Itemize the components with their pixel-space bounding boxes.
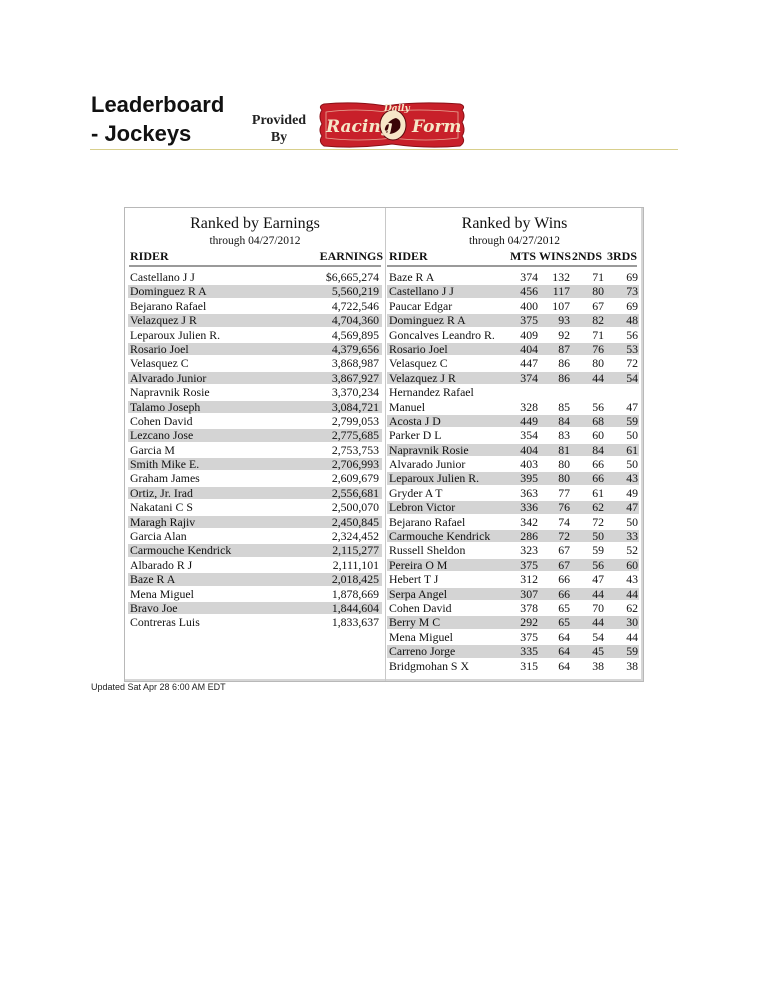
wins-wins: 85	[558, 399, 570, 414]
wins-wins: 66	[558, 586, 570, 601]
earnings-amount: 4,569,895	[331, 327, 379, 342]
wins-row	[386, 328, 643, 342]
wins-3rds: 47	[626, 500, 638, 515]
wins-rider: Parker D L	[389, 428, 442, 443]
wins-rider: Velazquez J R	[389, 370, 456, 385]
wins-rider: Rosario Joel	[389, 341, 448, 356]
earnings-rider: Alvarado Junior	[130, 370, 207, 385]
earnings-panel	[125, 208, 385, 681]
earnings-rider: Nakatani C S	[130, 500, 193, 515]
wins-3rds: 62	[626, 600, 638, 615]
wins-header-row	[386, 248, 643, 264]
wins-2nds: 61	[592, 485, 604, 500]
earnings-amount: 2,609,679	[331, 471, 379, 486]
earnings-rider: Velasquez C	[130, 356, 189, 371]
earnings-amount: $6,665,274	[325, 270, 379, 284]
wins-mts: 378	[520, 600, 538, 615]
wins-2nds: 50	[592, 529, 604, 544]
wins-2nds: 66	[592, 471, 604, 486]
wins-3rds: 53	[626, 341, 638, 356]
earnings-amount: 2,556,681	[331, 485, 379, 500]
wins-2nds: 38	[592, 658, 604, 673]
wins-wins: 66	[558, 572, 570, 587]
earnings-rider: Bravo Joe	[130, 600, 178, 615]
wins-mts: 286	[520, 529, 538, 544]
wins-row	[386, 270, 643, 284]
wins-rider: Velasquez C	[389, 356, 448, 371]
wins-wins: 81	[558, 442, 570, 457]
wins-2nds: 44	[592, 615, 604, 630]
earnings-rider: Maragh Rajiv	[130, 514, 196, 529]
wins-3rds: 43	[626, 471, 638, 486]
earnings-amount: 1,844,604	[331, 600, 379, 615]
earnings-row	[125, 500, 385, 514]
wins-row	[386, 615, 643, 629]
wins-3rds: 50	[626, 428, 638, 443]
earnings-row	[125, 414, 385, 428]
earnings-row	[125, 529, 385, 543]
earnings-rider: Graham James	[130, 471, 200, 486]
earnings-rider: Leparoux Julien R.	[130, 327, 221, 342]
wins-mts: 456	[520, 284, 538, 299]
earnings-rider: Contreras Luis	[130, 615, 200, 630]
wins-mts: 292	[520, 615, 538, 630]
earnings-row	[125, 515, 385, 529]
wins-rider: Baze R A	[389, 270, 435, 284]
page-title-line1: Leaderboard	[91, 92, 225, 117]
earnings-rider: Garcia M	[130, 442, 175, 457]
wins-2nds: 56	[592, 557, 604, 572]
earnings-amount: 2,018,425	[331, 572, 379, 587]
wins-2nds: 67	[592, 298, 604, 313]
wins-wins: 77	[558, 485, 570, 500]
wins-row	[386, 457, 643, 471]
earnings-amount: 3,084,721	[331, 399, 379, 414]
wins-col-2nds: 2NDS	[572, 249, 603, 263]
wins-3rds: 73	[626, 284, 638, 299]
wins-row	[386, 644, 643, 658]
earnings-rows	[125, 270, 385, 630]
earnings-row	[125, 313, 385, 327]
earnings-amount: 4,704,360	[331, 313, 379, 328]
wins-rider: Russell Sheldon	[389, 543, 466, 558]
earnings-row	[125, 443, 385, 457]
wins-rider: Alvarado Junior	[389, 457, 466, 472]
wins-3rds: 60	[626, 557, 638, 572]
earnings-amount: 2,706,993	[331, 457, 379, 472]
earnings-row	[125, 342, 385, 356]
wins-wins: 64	[558, 629, 570, 644]
wins-wins: 72	[558, 529, 570, 544]
wins-rider: Cohen David	[389, 600, 452, 615]
wins-mts: 395	[520, 471, 538, 486]
wins-row	[386, 313, 643, 327]
earnings-amount: 3,868,987	[331, 356, 379, 371]
wins-row	[386, 414, 643, 428]
wins-mts: 449	[520, 413, 538, 428]
wins-wins: 67	[558, 557, 570, 572]
wins-row	[386, 486, 643, 500]
wins-3rds: 49	[626, 485, 638, 500]
earnings-rider: Rosario Joel	[130, 341, 189, 356]
wins-rider: Acosta J D	[389, 413, 441, 428]
wins-row	[386, 284, 643, 298]
earnings-col-rider: RIDER	[130, 249, 169, 263]
earnings-row	[125, 471, 385, 485]
wins-row	[386, 356, 643, 370]
wins-rider: Leparoux Julien R.	[389, 471, 480, 486]
wins-wins: 84	[558, 413, 570, 428]
wins-3rds: 69	[626, 298, 638, 313]
wins-mts: 354	[520, 428, 538, 443]
wins-3rds: 44	[626, 586, 638, 601]
wins-3rds: 33	[626, 529, 638, 544]
wins-row	[386, 428, 643, 442]
wins-wins: 67	[558, 543, 570, 558]
wins-mts: 374	[520, 370, 538, 385]
earnings-rider: Castellano J J	[130, 270, 195, 284]
wins-rider: Paucar Edgar	[389, 298, 453, 313]
wins-2nds: 60	[592, 428, 604, 443]
wins-2nds: 72	[592, 514, 604, 529]
earnings-amount: 2,450,845	[331, 514, 379, 529]
wins-2nds: 54	[592, 629, 604, 644]
wins-wins: 65	[558, 600, 570, 615]
earnings-header-line	[129, 265, 381, 267]
wins-title: Ranked by Wins	[461, 215, 568, 232]
wins-wins: 86	[558, 370, 570, 385]
earnings-rider: Garcia Alan	[130, 529, 187, 544]
wins-mts: 400	[520, 298, 538, 313]
wins-col-3rds: 3RDS	[607, 249, 638, 263]
earnings-amount: 4,379,656	[331, 341, 379, 356]
wins-mts: 375	[520, 629, 538, 644]
wins-row	[386, 572, 643, 586]
wins-rider: Mena Miguel	[389, 629, 453, 644]
wins-row	[386, 400, 643, 414]
wins-row	[386, 630, 643, 644]
earnings-amount: 2,500,070	[331, 500, 379, 515]
earnings-col-earnings: EARNINGS	[319, 249, 383, 263]
earnings-amount: 3,867,927	[331, 370, 379, 385]
wins-wins: 92	[558, 327, 570, 342]
updated-timestamp: Updated Sat Apr 28 6:00 AM EDT	[91, 682, 226, 692]
earnings-rider: Velazquez J R	[130, 313, 197, 328]
earnings-amount: 1,833,637	[331, 615, 379, 630]
earnings-amount: 4,722,546	[331, 298, 379, 313]
wins-rider: Pereira O M	[389, 557, 448, 572]
provided-line1: Provided	[251, 113, 307, 128]
earnings-row	[125, 572, 385, 586]
earnings-rider: Smith Mike E.	[130, 457, 200, 472]
wins-wins: 65	[558, 615, 570, 630]
wins-2nds: 82	[592, 313, 604, 328]
wins-wins: 74	[558, 514, 570, 529]
wins-col-rider: RIDER	[389, 249, 428, 263]
wins-2nds: 62	[592, 500, 604, 515]
wins-rows	[386, 270, 643, 673]
wins-3rds: 30	[626, 615, 638, 630]
earnings-rider: Bejarano Rafael	[130, 298, 207, 313]
leaderboard-table	[124, 207, 644, 682]
earnings-row	[125, 543, 385, 557]
wins-row	[386, 443, 643, 457]
wins-3rds: 50	[626, 457, 638, 472]
wins-wins: 64	[558, 658, 570, 673]
earnings-row	[125, 400, 385, 414]
wins-3rds: 72	[626, 356, 638, 371]
wins-mts: 342	[520, 514, 538, 529]
wins-2nds: 76	[592, 341, 604, 356]
wins-rider: Berry M C	[389, 615, 441, 630]
wins-3rds: 48	[626, 313, 638, 328]
earnings-amount: 1,878,669	[331, 586, 379, 601]
wins-2nds: 80	[592, 284, 604, 299]
earnings-amount: 2,753,753	[331, 442, 379, 457]
earnings-amount: 2,775,685	[331, 428, 379, 443]
wins-row	[386, 342, 643, 356]
earnings-amount: 2,111,101	[332, 557, 379, 572]
wins-row	[386, 299, 643, 313]
wins-mts: 336	[520, 500, 538, 515]
wins-rider: Dominguez R A	[389, 313, 466, 328]
daily-racing-form-logo	[316, 100, 468, 150]
wins-mts: 335	[520, 644, 538, 659]
wins-3rds: 61	[626, 442, 638, 457]
wins-rider: Bejarano Rafael	[389, 514, 466, 529]
earnings-row	[125, 558, 385, 572]
wins-rider: Bridgmohan S X	[389, 658, 469, 673]
wins-3rds: 50	[626, 514, 638, 529]
wins-wins: 107	[552, 298, 570, 313]
earnings-subtitle: through 04/27/2012	[209, 235, 301, 247]
wins-rider: Gryder A T	[389, 485, 443, 500]
earnings-amount: 3,370,234	[331, 385, 379, 400]
wins-2nds: 80	[592, 356, 604, 371]
wins-2nds: 45	[592, 644, 604, 659]
wins-col-wins: WINS	[539, 249, 572, 263]
earnings-rider: Cohen David	[130, 413, 193, 428]
earnings-amount: 2,324,452	[331, 529, 379, 544]
wins-wins: 83	[558, 428, 570, 443]
earnings-row	[125, 270, 385, 284]
wins-mts: 363	[520, 485, 538, 500]
wins-rider: Hebert T J	[389, 572, 439, 587]
earnings-row	[125, 428, 385, 442]
wins-panel	[386, 208, 643, 681]
wins-3rds: 59	[626, 644, 638, 659]
provided-by-label	[247, 112, 311, 146]
earnings-amount: 2,799,053	[331, 413, 379, 428]
wins-col-mts: MTS	[510, 249, 537, 263]
wins-wins: 80	[558, 457, 570, 472]
wins-row	[386, 500, 643, 514]
wins-wins: 93	[558, 313, 570, 328]
wins-mts: 328	[520, 399, 538, 414]
wins-rider: Manuel	[389, 399, 426, 414]
earnings-rider: Ortiz, Jr. Irad	[130, 485, 193, 500]
wins-3rds: 52	[626, 543, 638, 558]
wins-row	[386, 543, 643, 557]
earnings-row	[125, 457, 385, 471]
wins-2nds: 70	[592, 600, 604, 615]
wins-2nds: 71	[592, 270, 604, 284]
wins-wins: 86	[558, 356, 570, 371]
wins-3rds: 54	[626, 370, 638, 385]
wins-3rds: 69	[626, 270, 638, 284]
wins-wins: 132	[552, 270, 570, 284]
wins-mts: 375	[520, 313, 538, 328]
earnings-row	[125, 356, 385, 370]
earnings-rider: Dominguez R A	[130, 284, 207, 299]
wins-2nds: 44	[592, 586, 604, 601]
wins-row	[386, 371, 643, 385]
wins-mts: 409	[520, 327, 538, 342]
logo-word-racing: Racing	[326, 117, 393, 137]
wins-3rds: 56	[626, 327, 638, 342]
earnings-row	[125, 615, 385, 629]
wins-row	[386, 587, 643, 601]
wins-3rds: 38	[626, 658, 638, 673]
wins-row	[386, 558, 643, 572]
provided-line2: By	[270, 130, 288, 145]
wins-mts: 403	[520, 457, 538, 472]
wins-2nds: 44	[592, 370, 604, 385]
earnings-rider: Mena Miguel	[130, 586, 194, 601]
page-title	[91, 90, 261, 148]
wins-rider: Lebron Victor	[389, 500, 456, 515]
wins-mts: 374	[520, 270, 538, 284]
page-title-line2: - Jockeys	[91, 121, 192, 146]
wins-mts: 315	[520, 658, 538, 673]
wins-mts: 307	[520, 586, 538, 601]
wins-2nds: 68	[592, 413, 604, 428]
wins-3rds: 59	[626, 413, 638, 428]
earnings-rider: Napravnik Rosie	[130, 385, 210, 400]
earnings-header-row	[125, 248, 385, 264]
wins-rider: Goncalves Leandro R.	[389, 327, 495, 342]
earnings-row	[125, 601, 385, 615]
wins-2nds: 56	[592, 399, 604, 414]
logo-word-daily: Daily	[384, 104, 410, 114]
wins-rider: Napravnik Rosie	[389, 442, 469, 457]
earnings-rider: Carmouche Kendrick	[130, 543, 232, 558]
earnings-rider: Baze R A	[130, 572, 176, 587]
wins-2nds: 59	[592, 543, 604, 558]
wins-row	[386, 659, 643, 673]
logo-word-form: Form	[412, 117, 462, 137]
wins-row	[386, 385, 643, 399]
wins-wins: 87	[558, 341, 570, 356]
wins-row	[386, 601, 643, 615]
wins-3rds: 43	[626, 572, 638, 587]
wins-mts: 312	[520, 572, 538, 587]
wins-wins: 76	[558, 500, 570, 515]
earnings-rider: Albarado R J	[130, 557, 193, 572]
header-rule	[90, 149, 678, 150]
wins-subtitle: through 04/27/2012	[468, 235, 561, 247]
wins-wins: 80	[558, 471, 570, 486]
earnings-row	[125, 385, 385, 399]
earnings-amount: 5,560,219	[331, 284, 379, 299]
wins-2nds: 66	[592, 457, 604, 472]
earnings-row	[125, 299, 385, 313]
earnings-amount: 2,115,277	[332, 543, 379, 558]
wins-row	[386, 471, 643, 485]
wins-row	[386, 529, 643, 543]
wins-rider: Carmouche Kendrick	[389, 529, 491, 544]
wins-3rds: 47	[626, 399, 638, 414]
wins-mts: 447	[520, 356, 538, 371]
wins-mts: 404	[520, 442, 538, 457]
wins-2nds: 71	[592, 327, 604, 342]
wins-2nds: 47	[592, 572, 604, 587]
earnings-row	[125, 486, 385, 500]
earnings-row	[125, 284, 385, 298]
wins-header-line	[387, 265, 637, 267]
earnings-row	[125, 371, 385, 385]
wins-rider: Castellano J J	[389, 284, 454, 299]
wins-2nds: 84	[592, 442, 604, 457]
wins-rider: Hernandez Rafael	[389, 385, 474, 400]
wins-3rds: 44	[626, 629, 638, 644]
wins-mts: 375	[520, 557, 538, 572]
earnings-rider: Talamo Joseph	[130, 399, 201, 414]
wins-wins: 117	[552, 284, 570, 299]
earnings-row	[125, 328, 385, 342]
wins-wins: 64	[558, 644, 570, 659]
earnings-rider: Lezcano Jose	[130, 428, 194, 443]
wins-mts: 404	[520, 341, 538, 356]
wins-row	[386, 515, 643, 529]
wins-rider: Serpa Angel	[389, 586, 447, 601]
wins-rider: Carreno Jorge	[389, 644, 456, 659]
wins-mts: 323	[520, 543, 538, 558]
earnings-title: Ranked by Earnings	[190, 215, 320, 232]
earnings-row	[125, 587, 385, 601]
